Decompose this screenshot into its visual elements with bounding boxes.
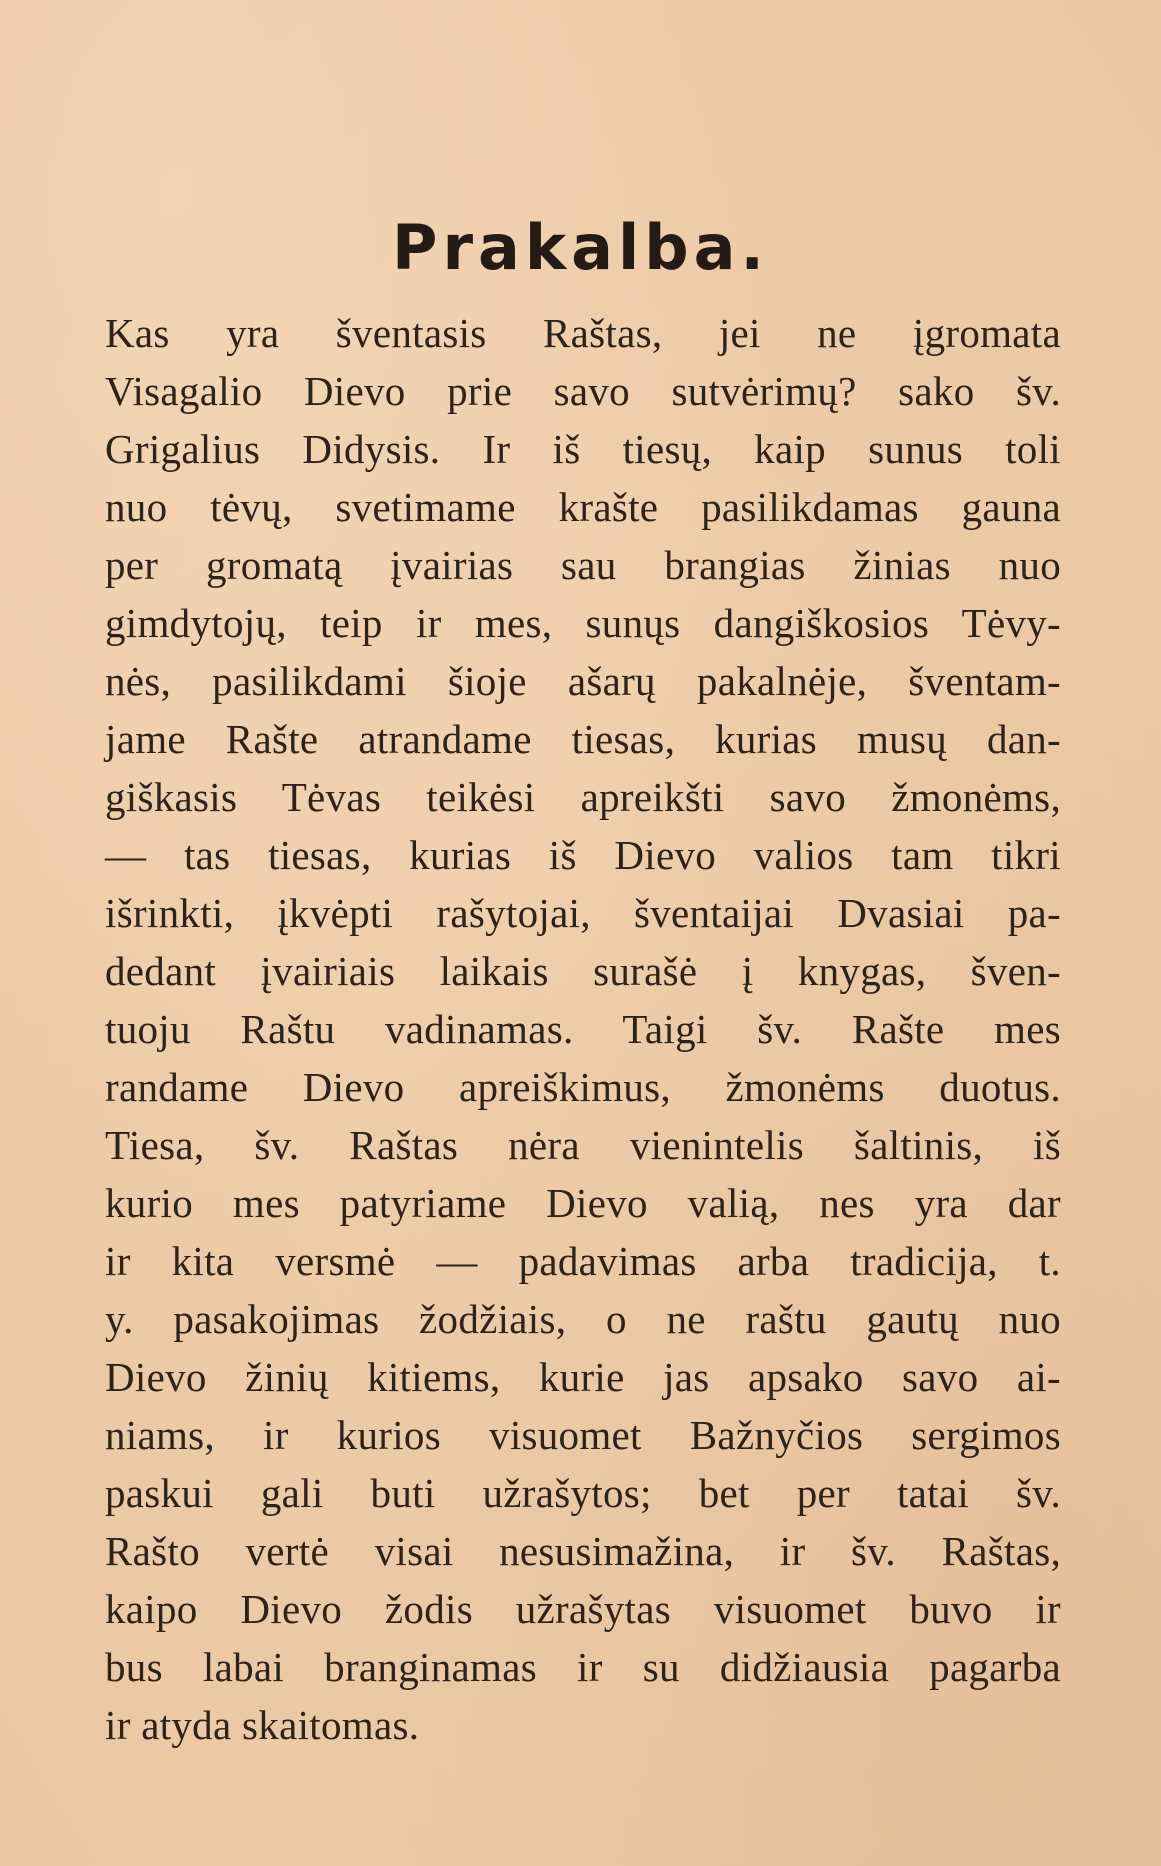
text-line: per gromatą įvairias sau brangias žinias nuo (105, 542, 1061, 588)
text-line: nuo tėvų, svetimame krašte pasilikdamas gauna (105, 484, 1061, 530)
text-line: y. pasakojimas žodžiais, o ne raštu gautų nuo (105, 1296, 1061, 1342)
text-line-last: ir atyda skaitomas. (105, 1702, 420, 1748)
text-line: jame Rašte atrandame tiesas, kurias musų dan- (105, 716, 1061, 762)
text-line: kaipo Dievo žodis užrašytas visuomet buvo ir (105, 1586, 1061, 1632)
text-line: randame Dievo apreiškimus, žmonėms duotus. (105, 1064, 1061, 1110)
text-line: gimdytojų, teip ir mes, sunųs dangiškosios Tėvy- (105, 600, 1061, 646)
text-line: ir kita versmė — padavimas arba tradicija, t. (105, 1238, 1061, 1284)
text-line: Tiesa, šv. Raštas nėra vienintelis šaltinis, iš (105, 1122, 1061, 1168)
text-line: nės, pasilikdami šioje ašarų pakalnėje, šventam- (105, 658, 1061, 704)
text-line: Kas yra šventasis Raštas, jei ne įgromata (105, 310, 1061, 356)
text-line: giškasis Tėvas teikėsi apreikšti savo žmonėms, (105, 774, 1061, 820)
text-line: paskui gali buti užrašytos; bet per tatai šv. (105, 1470, 1061, 1516)
text-line: bus labai branginamas ir su didžiausia pagarba (105, 1644, 1061, 1690)
body-text (105, 304, 1061, 1754)
text-line: Grigalius Didysis. Ir iš tiesų, kaip sunus toli (105, 426, 1061, 472)
text-line: — tas tiesas, kurias iš Dievo valios tam tikri (105, 832, 1061, 878)
text-line: dedant įvairiais laikais surašė į knygas, šven- (105, 948, 1061, 994)
text-line: Dievo žinių kitiems, kurie jas apsako savo ai- (105, 1354, 1061, 1400)
page-title: Prakalba. (392, 211, 769, 284)
text-line: išrinkti, įkvėpti rašytojai, šventaijai Dvasiai pa- (105, 890, 1061, 936)
text-line: Visagalio Dievo prie savo sutvėrimų? sako šv. (105, 368, 1061, 414)
text-line: kurio mes patyriame Dievo valią, nes yra dar (105, 1180, 1061, 1226)
text-line: niams, ir kurios visuomet Bažnyčios sergimos (105, 1412, 1061, 1458)
text-line: Rašto vertė visai nesusimažina, ir šv. Raštas, (105, 1528, 1061, 1574)
text-line: tuoju Raštu vadinamas. Taigi šv. Rašte mes (105, 1006, 1061, 1052)
